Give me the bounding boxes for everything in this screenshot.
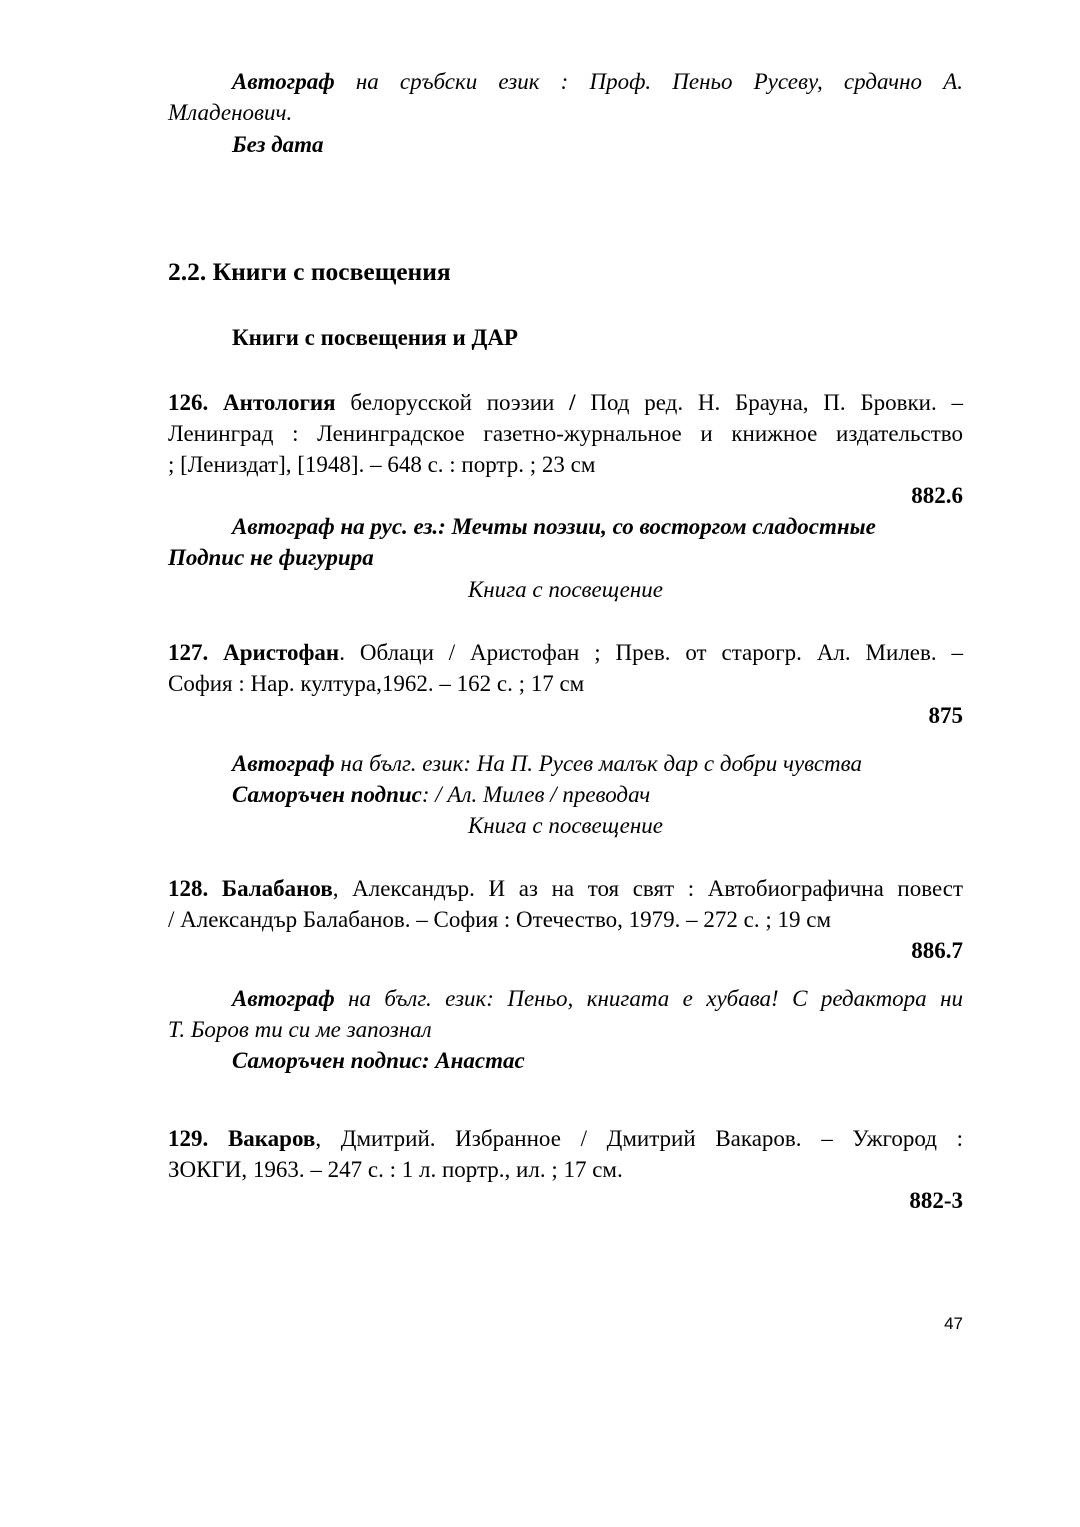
entry-128-autograph-cont: Т. Боров ти си ме запознал — [168, 1017, 432, 1042]
entry-126-signature: Подпис не фигурира — [168, 545, 374, 570]
entry-text: белорусской поэзии — [335, 390, 555, 415]
autograph-text: на бълг. език: На П. Русев малък дар с добри чувства — [334, 751, 862, 776]
entry-126-type: Книга с посвещение — [467, 577, 664, 602]
entry-127-signature — [232, 779, 963, 810]
entry-number: 128. — [168, 876, 209, 901]
entry-128-signature: Саморъчен подпис: Анастас — [232, 1048, 525, 1073]
autograph-text: на бълг. език: Пеньо, книгата е хубава! С редактора ни — [334, 986, 963, 1011]
date-note: Без дата — [232, 132, 324, 157]
entry-127-autograph — [232, 748, 963, 779]
autograph-line — [232, 66, 963, 97]
autograph-label: Автограф — [232, 986, 335, 1011]
entry-126-line1 — [168, 387, 963, 418]
entry-127-code: 875 — [928, 703, 963, 728]
autograph-line-cont: Младенович. — [168, 100, 293, 125]
entry-129-line1 — [168, 1123, 963, 1154]
entry-title: Балабанов — [221, 876, 333, 901]
signature-text: : / Ал. Милев / преводач — [421, 782, 651, 807]
section-heading: 2.2. Книги с посвещения — [168, 257, 451, 286]
entry-126-line3: ; [Лениздат], [1948]. – 648 с. : портр. ; 23 см — [168, 452, 596, 477]
signature-label: Саморъчен подпис — [232, 782, 422, 807]
entry-127-line1 — [168, 637, 963, 668]
autograph-label: Автограф — [232, 751, 335, 776]
entry-title: Антология — [223, 390, 336, 415]
entry-title: Аристофан — [223, 640, 340, 665]
entry-number: 126. — [168, 390, 209, 415]
entry-129-code: 882-3 — [909, 1188, 963, 1213]
separator: / — [554, 390, 591, 415]
autograph-text: на сръбски език : Проф. Пеньо Русеву, срдачно А. — [334, 69, 963, 94]
entry-128-code: 886.7 — [911, 938, 963, 963]
entry-128-line1 — [168, 873, 963, 904]
entry-title: Вакаров — [227, 1126, 316, 1151]
entry-text: . Облаци / Аристофан ; Прев. от старогр. Ал. Милев. – — [339, 640, 964, 665]
subsection-heading: Книги с посвещения и ДАР — [232, 325, 518, 350]
entry-129-line2: ЗОКГИ, 1963. – 247 с. : 1 л. портр., ил. ; 17 см. — [168, 1157, 623, 1182]
entry-126-line2: Ленинград : Ленинградское газетно-журнальное и книжное издательство — [168, 421, 963, 446]
entry-number: 127. — [168, 640, 209, 665]
entry-126-code: 882.6 — [911, 483, 963, 508]
entry-128-line2: / Александър Балабанов. – София : Отечество, 1979. – 272 с. ; 19 см — [168, 907, 832, 932]
entry-127-type: Книга с посвещение — [467, 813, 664, 838]
entry-126-autograph: Автограф на рус. ез.: Мечты поэзии, со восторгом сладостные — [232, 514, 876, 539]
entry-text: , Дмитрий. Избранное / Дмитрий Вакаров. – Ужгород : — [315, 1126, 964, 1151]
page-number: 47 — [944, 1314, 963, 1333]
entry-text: , Александър. И аз на тоя свят : Автобиографична повест — [332, 876, 964, 901]
entry-number: 129. — [168, 1126, 209, 1151]
autograph-label: Автограф — [232, 69, 335, 94]
entry-127-line2: София : Нар. култура,1962. – 162 с. ; 17 см — [168, 671, 585, 696]
entry-128-autograph — [232, 983, 963, 1014]
entry-text: Под ред. Н. Брауна, П. Бровки. – — [590, 390, 964, 415]
